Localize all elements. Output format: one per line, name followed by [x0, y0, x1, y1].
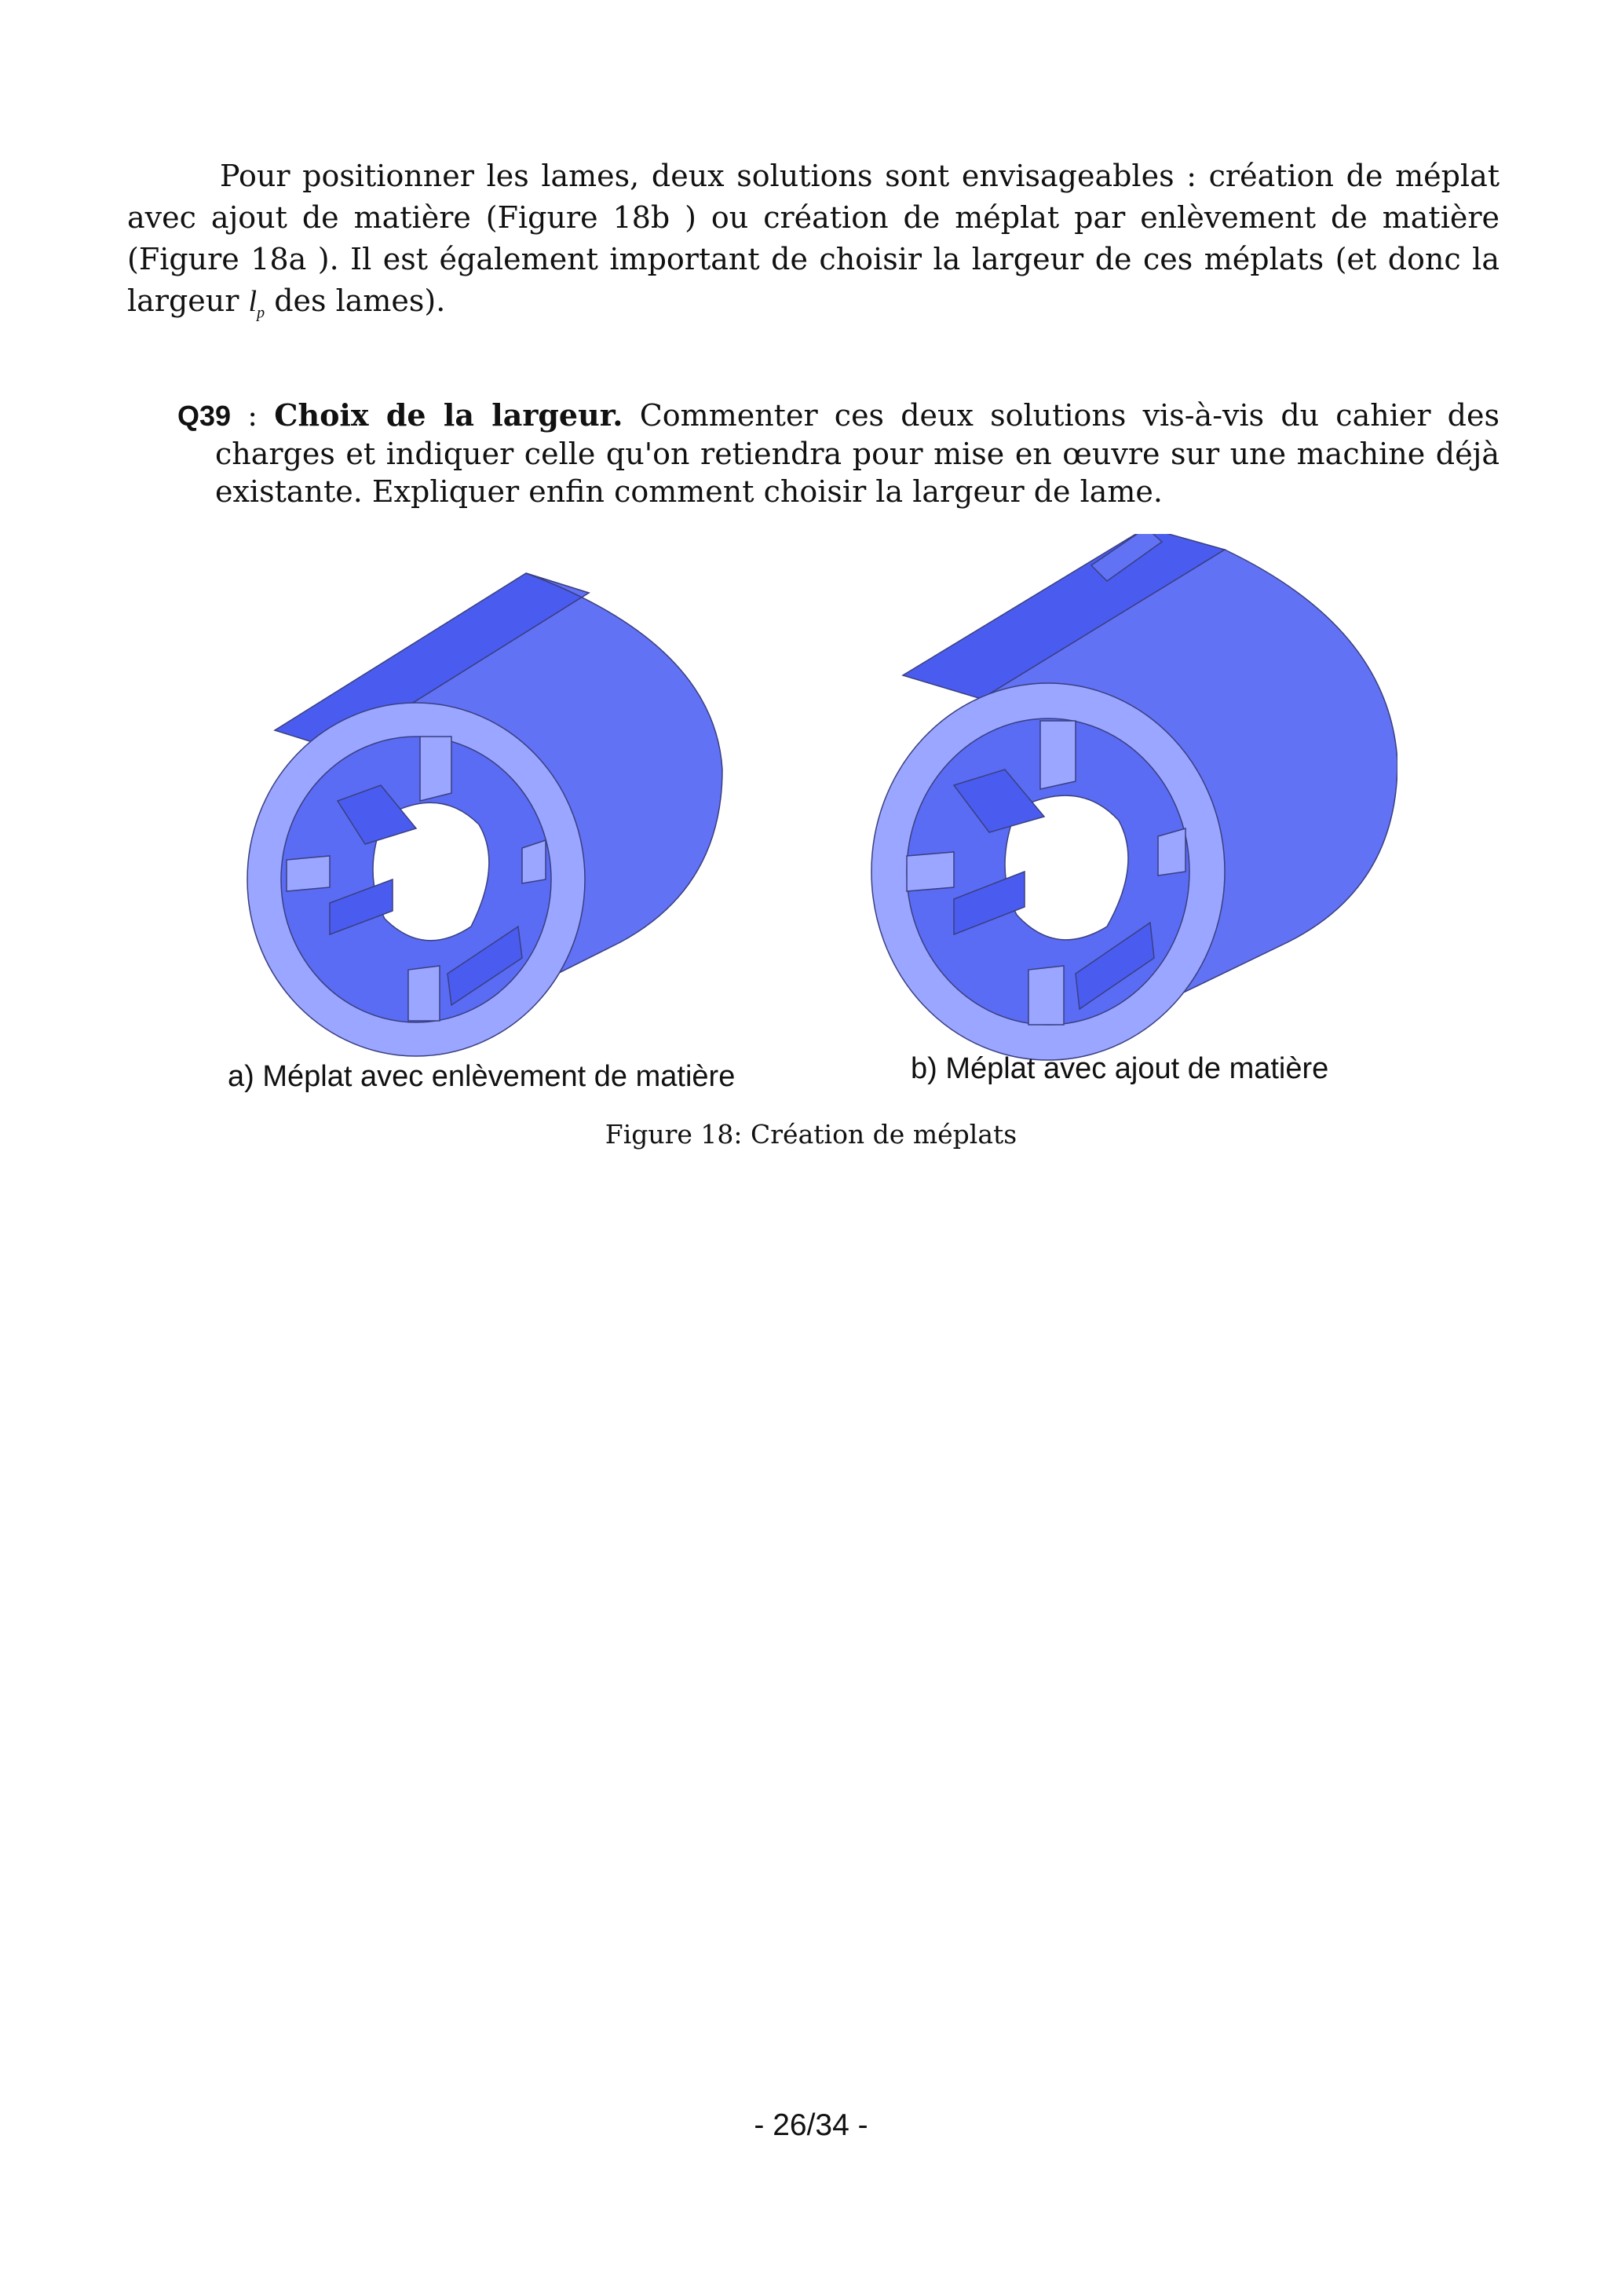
stator-flat-addition-image: [848, 534, 1397, 1068]
figure-title: Figure 18: Création de méplats: [605, 1119, 1017, 1150]
question-q39: Q39 : Choix de la largeur. Commenter ces deux solutions vis-à-vis du cahier des charges et indiquer celle qu'on retiendra pour mise en œuvre sur une machine déjà existante. Expliquer enfin comment choisir la largeur de lame.: [177, 397, 1500, 509]
caption-b: b) Méplat avec ajout de matière: [911, 1052, 1329, 1085]
intro-paragraph: [127, 155, 1500, 335]
intro-end: des lames).: [274, 283, 446, 318]
caption-a: a) Méplat avec enlèvement de matière: [228, 1060, 736, 1093]
stator-flat-removal-image: [212, 534, 762, 1068]
question-number: Q39: [177, 400, 232, 432]
intro-text: Pour positionner les lames, deux solutions sont envisageables : création de méplat avec ajout de matière (Figure 18b ) ou création de méplat par enlèvement de matière (Figure 18a ). Il est également important de choisir la largeur de ces méplats (et donc la largeur: [127, 159, 1500, 318]
page-number: - 26/34 -: [754, 2108, 868, 2142]
question-title: Choix de la largeur.: [274, 397, 623, 433]
question-text: Commenter ces deux solutions vis-à-vis du cahier des charges et indiquer celle qu'on retiendra pour mise en œuvre sur une machine déjà existante. Expliquer enfin comment choisir la largeur de lame.: [215, 398, 1500, 509]
lp-variable: $l_p$: [248, 285, 265, 322]
figure-18: [212, 534, 1413, 1099]
